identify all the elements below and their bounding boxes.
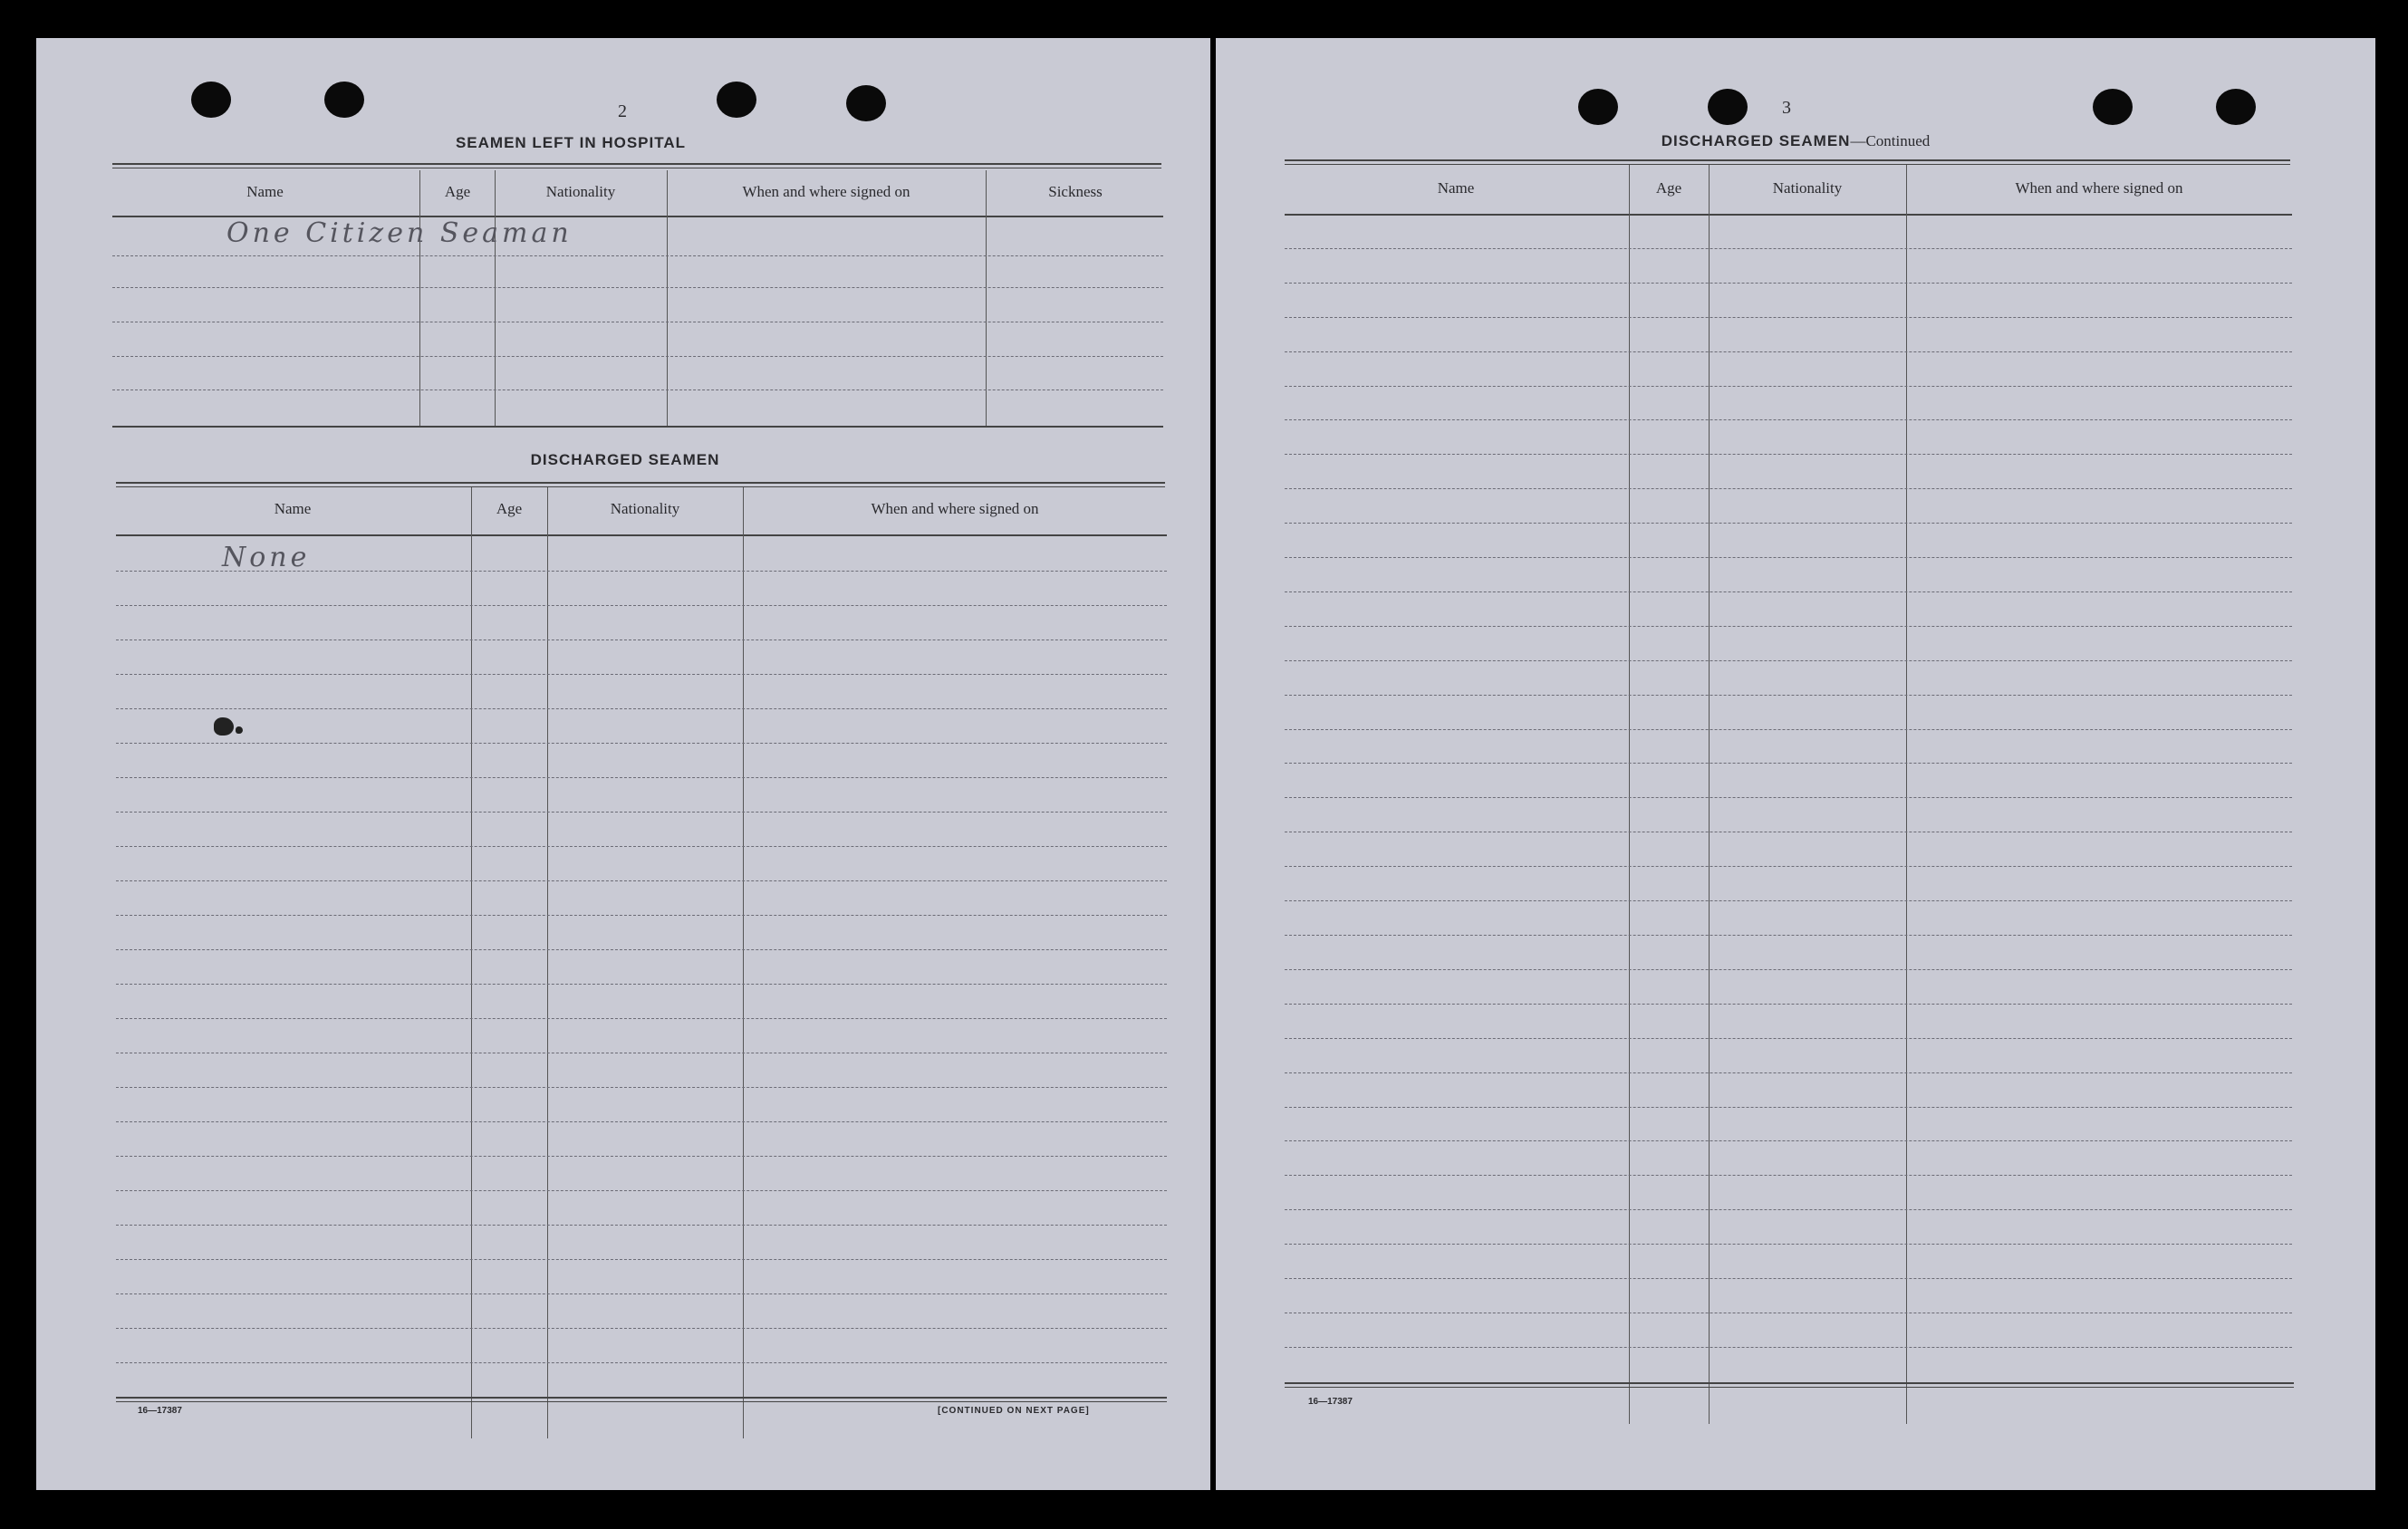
- punch-hole: [191, 82, 231, 118]
- discharged-header-name: Name: [274, 500, 312, 517]
- ledger-row-line: [1285, 419, 2292, 420]
- punch-hole: [2093, 89, 2133, 125]
- ledger-row-line: [1285, 1175, 2292, 1176]
- hospital-row-line: [112, 287, 1163, 288]
- ledger-row-line: [116, 915, 1167, 916]
- hospital-row-line: [112, 255, 1163, 256]
- discharged-header-rule: [116, 534, 1167, 536]
- continued-bottom-rule: [1285, 1382, 2294, 1388]
- ink-blot: [236, 726, 243, 734]
- continued-header-rule: [1285, 214, 2292, 216]
- continued-col-divider: [1906, 165, 1907, 1424]
- ledger-row-line: [1285, 386, 2292, 387]
- ledger-row-line: [1285, 935, 2292, 936]
- discharged-col-divider: [471, 487, 472, 1438]
- hospital-bottom-rule: [112, 426, 1163, 428]
- hospital-handwritten-entry: One Citizen Seaman: [226, 217, 573, 249]
- ledger-row-line: [1285, 351, 2292, 352]
- ledger-row-line: [116, 812, 1167, 813]
- page-number: 3: [1782, 98, 1791, 118]
- ledger-row-line: [116, 1121, 1167, 1122]
- discharged-header-signed-on: When and where signed on: [871, 500, 1039, 517]
- continued-header-signed-on: When and where signed on: [2015, 179, 2183, 197]
- ledger-row-line: [1285, 900, 2292, 901]
- hospital-header-signed-on: When and where signed on: [742, 183, 910, 200]
- continued-header-nationality: Nationality: [1772, 179, 1843, 197]
- form-number: 16—17387: [138, 1406, 182, 1416]
- ledger-row-line: [116, 1328, 1167, 1329]
- punch-hole: [846, 85, 886, 121]
- discharged-bottom-rule: [116, 1397, 1167, 1402]
- discharged-handwritten-entry: None: [222, 542, 311, 573]
- ledger-row-line: [116, 1362, 1167, 1363]
- ledger-row-line: [1285, 488, 2292, 489]
- ledger-row-line: [116, 1156, 1167, 1157]
- ledger-row-line: [1285, 866, 2292, 867]
- ledger-row-line: [116, 639, 1167, 640]
- ledger-row-line: [1285, 1107, 2292, 1108]
- ledger-row-line: [116, 674, 1167, 675]
- discharged-continued-title-main: DISCHARGED SEAMEN: [1661, 132, 1851, 149]
- ledger-row-line: [116, 743, 1167, 744]
- discharged-top-rule: [116, 482, 1165, 487]
- ledger-row-line: [1285, 1038, 2292, 1039]
- ledger-row-line: [1285, 317, 2292, 318]
- ledger-row-line: [116, 949, 1167, 950]
- discharged-col-divider: [547, 487, 548, 1438]
- ledger-row-line: [116, 984, 1167, 985]
- ledger-row-line: [1285, 454, 2292, 455]
- ledger-row-line: [1285, 1072, 2292, 1073]
- ledger-row-line: [116, 1087, 1167, 1088]
- ledger-row-line: [116, 605, 1167, 606]
- hospital-header-name: Name: [246, 183, 284, 200]
- hospital-col-divider: [495, 170, 496, 426]
- hospital-col-divider: [986, 170, 987, 426]
- ledger-row-line: [1285, 797, 2292, 798]
- ledger-row-line: [116, 846, 1167, 847]
- ledger-row-line: [1285, 1209, 2292, 1210]
- hospital-col-divider: [419, 170, 420, 426]
- page-number: 2: [618, 101, 627, 121]
- ledger-row-line: [116, 1225, 1167, 1226]
- ink-blot: [214, 717, 234, 736]
- ledger-row-line: [1285, 283, 2292, 284]
- ledger-row-line: [116, 1190, 1167, 1191]
- ledger-row-line: [1285, 1140, 2292, 1141]
- ledger-row-line: [1285, 591, 2292, 592]
- hospital-header-nationality: Nationality: [545, 183, 616, 200]
- ledger-row-line: [1285, 1004, 2292, 1005]
- discharged-header-age: Age: [496, 500, 523, 517]
- ledger-row-line: [116, 708, 1167, 709]
- ledger-row-line: [1285, 729, 2292, 730]
- continued-top-rule: [1285, 159, 2290, 165]
- discharged-continued-title-suffix: —Continued: [1850, 132, 1931, 149]
- continued-header-age: Age: [1655, 179, 1682, 197]
- right-page: [1216, 38, 2375, 1490]
- left-page: [36, 38, 1210, 1490]
- punch-hole: [324, 82, 364, 118]
- form-number: 16—17387: [1308, 1397, 1353, 1407]
- continued-note: [CONTINUED ON NEXT PAGE]: [938, 1406, 1090, 1416]
- hospital-header-age: Age: [444, 183, 471, 200]
- ledger-row-line: [1285, 1278, 2292, 1279]
- discharged-continued-title: [1560, 132, 2031, 150]
- punch-hole: [717, 82, 756, 118]
- hospital-row-line: [112, 356, 1163, 357]
- hospital-section-title: SEAMEN LEFT IN HOSPITAL: [455, 134, 687, 151]
- ledger-row-line: [1285, 557, 2292, 558]
- ledger-row-line: [116, 777, 1167, 778]
- ledger-row-line: [1285, 969, 2292, 970]
- ledger-row-line: [116, 1259, 1167, 1260]
- hospital-row-line: [112, 389, 1163, 390]
- ledger-row-line: [1285, 523, 2292, 524]
- ledger-row-line: [116, 1293, 1167, 1294]
- continued-col-divider: [1709, 165, 1710, 1424]
- continued-header-name: Name: [1437, 179, 1475, 197]
- discharged-section-title: DISCHARGED SEAMEN: [530, 451, 720, 468]
- ledger-row-line: [116, 880, 1167, 881]
- ledger-row-line: [1285, 763, 2292, 764]
- ledger-row-line: [1285, 695, 2292, 696]
- hospital-col-divider: [667, 170, 668, 426]
- hospital-top-rule: [112, 163, 1161, 168]
- punch-hole: [1708, 89, 1748, 125]
- ledger-row-line: [1285, 660, 2292, 661]
- discharged-header-nationality: Nationality: [610, 500, 680, 517]
- punch-hole: [1578, 89, 1618, 125]
- ledger-row-line: [1285, 248, 2292, 249]
- ledger-row-line: [116, 1018, 1167, 1019]
- continued-col-divider: [1629, 165, 1630, 1424]
- punch-hole: [2216, 89, 2256, 125]
- ledger-row-line: [1285, 1347, 2292, 1348]
- discharged-col-divider: [743, 487, 744, 1438]
- ledger-row-line: [1285, 1244, 2292, 1245]
- ledger-row-line: [1285, 626, 2292, 627]
- hospital-header-sickness: Sickness: [1048, 183, 1103, 200]
